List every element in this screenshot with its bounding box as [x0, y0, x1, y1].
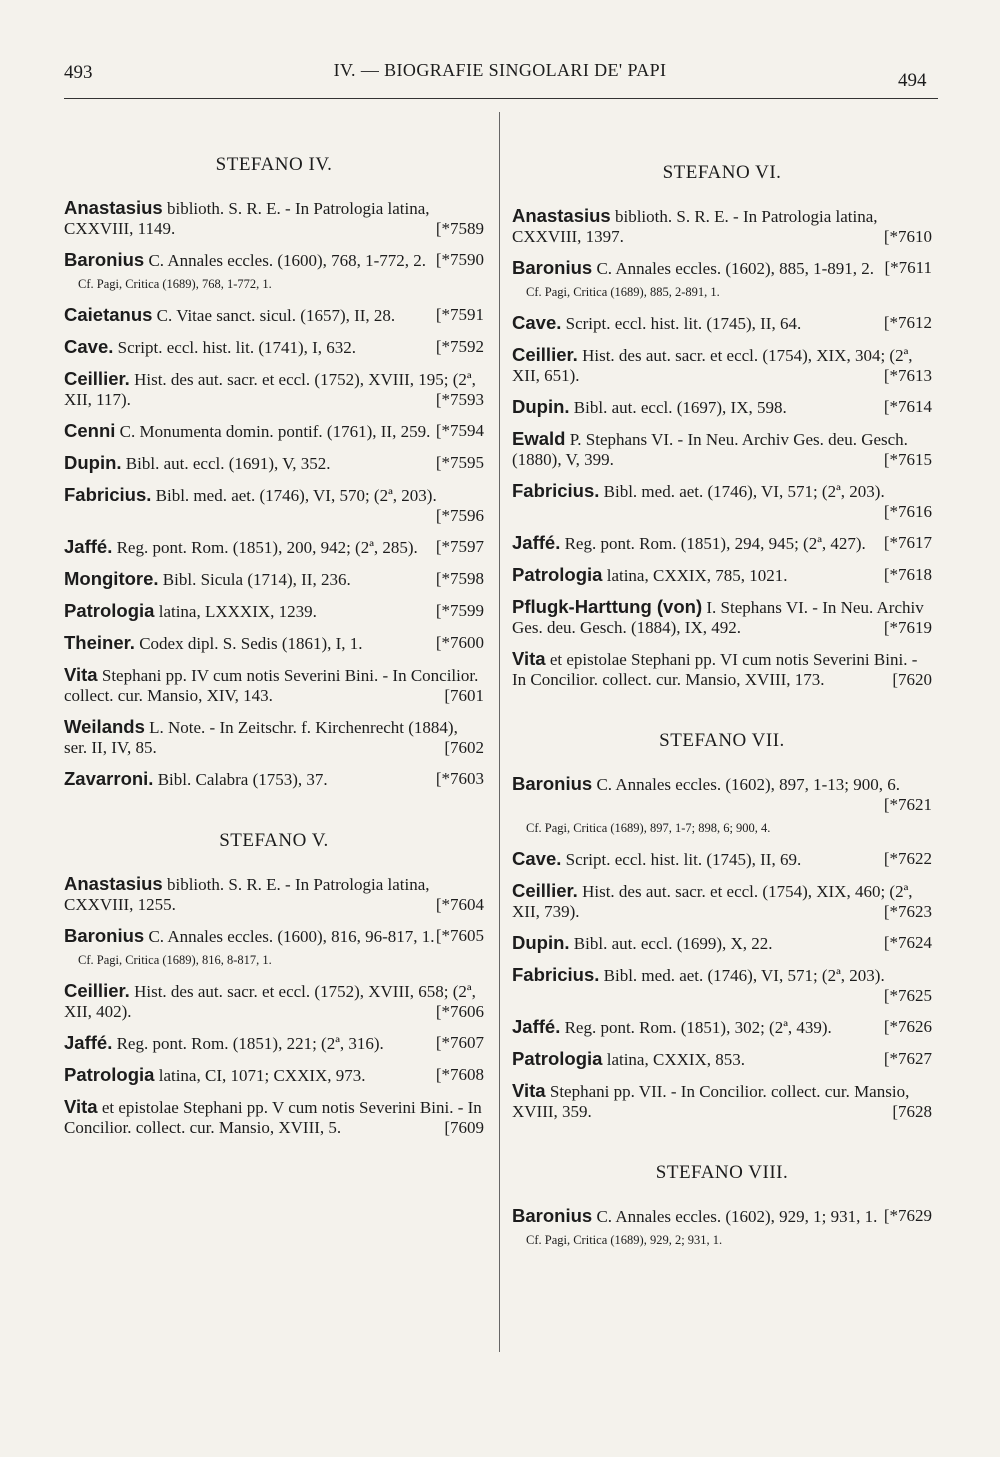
- entry-number: [*7622: [883, 849, 932, 868]
- entry-author: Dupin.: [512, 396, 570, 417]
- bibliography-entry: [64, 665, 484, 706]
- entry-author: Cave.: [512, 848, 562, 869]
- entry-text: et epistolae Stephani pp. V cum notis Severini Bini. - In Concilior. collect. cur. Mansio, XVIII, 5.: [64, 1098, 482, 1137]
- entry-text: biblioth. S. R. E. - In Patrologia latina, CXXVIII, 1255.: [64, 875, 430, 914]
- entry-text: Reg. pont. Rom. (1851), 200, 942; (2ª, 285).: [116, 538, 418, 557]
- entry-number: [7601: [444, 686, 484, 705]
- entry-text: Bibl. Sicula (1714), II, 236.: [162, 570, 351, 589]
- entry-author: Baronius: [512, 1205, 593, 1226]
- bibliography-entry: [512, 1081, 932, 1122]
- page-header: [0, 0, 1000, 100]
- entry-author: Weilands: [64, 716, 145, 737]
- entry-author: Cave.: [64, 336, 114, 357]
- right-column: [512, 112, 932, 1261]
- entry-number: [*7627: [883, 1049, 932, 1068]
- column-divider: [499, 112, 500, 1352]
- bibliography-entry: [512, 429, 932, 470]
- entry-text: C. Annales eccles. (1602), 885, 1-891, 2.: [596, 259, 875, 278]
- entry-text: biblioth. S. R. E. - In Patrologia latina, CXXVIII, 1149.: [64, 199, 430, 238]
- bibliography-entry: [64, 1097, 484, 1138]
- bibliography-entry: [512, 1017, 932, 1038]
- entry-author: Jaffé.: [64, 1032, 113, 1053]
- entry-note: Cf. Pagi, Critica (1689), 816, 8-817, 1.: [78, 953, 272, 967]
- entry-number: [*7598: [435, 569, 484, 588]
- entry-number: [*7595: [435, 453, 484, 472]
- page-number-left: 493: [64, 62, 93, 83]
- entry-author: Vita: [64, 664, 98, 685]
- bibliography-entry: [64, 305, 484, 326]
- entry-number: [*7594: [435, 421, 484, 440]
- section-title: STEFANO VII.: [659, 730, 785, 751]
- entry-note: Cf. Pagi, Critica (1689), 897, 1-7; 898, 6; 900, 4.: [526, 821, 771, 835]
- entry-number: [*7629: [883, 1206, 932, 1225]
- entry-text: I. Stephans VI. - In Neu. Archiv Ges. deu. Gesch. (1884), IX, 492.: [512, 598, 924, 637]
- entry-author: Jaffé.: [512, 1016, 561, 1037]
- entry-text: Script. eccl. hist. lit. (1741), I, 632.: [117, 338, 357, 357]
- bibliography-entry: [64, 369, 484, 410]
- entry-text: Hist. des aut. sacr. et eccl. (1752), XVIII, 658; (2ª, XII, 402).: [64, 982, 476, 1021]
- entry-number: [*7596: [435, 506, 484, 525]
- bibliography-entry: [512, 565, 932, 586]
- entry-author: Patrologia: [64, 600, 155, 621]
- entry-number: [*7624: [883, 933, 932, 952]
- entry-text: Hist. des aut. sacr. et eccl. (1752), XVIII, 195; (2ª, XII, 117).: [64, 370, 476, 409]
- entry-text: Script. eccl. hist. lit. (1745), II, 69.: [565, 850, 802, 869]
- entry-note: Cf. Pagi, Critica (1689), 929, 2; 931, 1.: [526, 1233, 723, 1247]
- entry-number: [*7611: [884, 258, 932, 277]
- bibliography-entry: [512, 258, 932, 302]
- header-rule: [64, 98, 938, 99]
- entry-author: Fabricius.: [64, 484, 152, 505]
- entry-author: Baronius: [64, 925, 145, 946]
- entry-text: biblioth. S. R. E. - In Patrologia latina, CXXVIII, 1397.: [512, 207, 878, 246]
- entry-author: Baronius: [512, 257, 593, 278]
- entry-number: [*7606: [435, 1002, 484, 1021]
- entry-text: Reg. pont. Rom. (1851), 221; (2ª, 316).: [116, 1034, 384, 1053]
- entry-author: Dupin.: [64, 452, 122, 473]
- bibliography-entry: [64, 1033, 484, 1054]
- entry-author: Baronius: [64, 249, 145, 270]
- entry-number: [*7590: [435, 250, 484, 269]
- entry-author: Ceillier.: [512, 880, 578, 901]
- entry-author: Cave.: [512, 312, 562, 333]
- entry-number: [*7600: [435, 633, 484, 652]
- entry-author: Caietanus: [64, 304, 153, 325]
- left-column: [64, 112, 484, 1149]
- entry-number: [*7618: [883, 565, 932, 584]
- entry-number: [*7592: [435, 337, 484, 356]
- bibliography-entry: [64, 250, 484, 294]
- entry-author: Fabricius.: [512, 964, 600, 985]
- bibliography-entry: [64, 926, 484, 970]
- entry-number: [7602: [444, 738, 484, 757]
- entry-number: [*7599: [435, 601, 484, 620]
- bibliography-entry: [64, 981, 484, 1022]
- entry-text: Bibl. med. aet. (1746), VI, 571; (2ª, 203).: [603, 966, 885, 985]
- entry-number: [*7626: [883, 1017, 932, 1036]
- entry-text: Script. eccl. hist. lit. (1745), II, 64.: [565, 314, 802, 333]
- entry-number: [*7616: [883, 502, 932, 521]
- entry-number: [*7614: [883, 397, 932, 416]
- entry-author: Jaffé.: [64, 536, 113, 557]
- bibliography-entry: [64, 601, 484, 622]
- bibliography-entry: [64, 453, 484, 474]
- entry-number: [*7623: [883, 902, 932, 921]
- entry-text: latina, LXXXIX, 1239.: [158, 602, 317, 621]
- entry-text: L. Note. - In Zeitschr. f. Kirchenrecht (1884), ser. II, IV, 85.: [64, 718, 458, 757]
- entry-author: Ewald: [512, 428, 566, 449]
- bibliography-entry: [512, 206, 932, 247]
- bibliography-entry: [512, 533, 932, 554]
- entry-number: [*7615: [883, 450, 932, 469]
- entry-text: Bibl. aut. eccl. (1691), V, 352.: [125, 454, 331, 473]
- entry-text: Bibl. med. aet. (1746), VI, 570; (2ª, 203).: [155, 486, 437, 505]
- entry-text: Codex dipl. S. Sedis (1861), I, 1.: [139, 634, 363, 653]
- bibliography-entry: [512, 774, 932, 838]
- bibliography-entry: [64, 337, 484, 358]
- entry-text: et epistolae Stephani pp. VI cum notis Severini Bini. - In Concilior. collect. cur. Mansio, XVIII, 173.: [512, 650, 918, 689]
- bibliography-entry: [64, 717, 484, 758]
- entry-text: latina, CXXIX, 785, 1021.: [606, 566, 788, 585]
- section-title: STEFANO VI.: [662, 162, 782, 183]
- entry-number: [*7612: [883, 313, 932, 332]
- entry-number: [*7625: [883, 986, 932, 1005]
- entry-author: Zavarroni.: [64, 768, 154, 789]
- entry-number: [*7607: [435, 1033, 484, 1052]
- entry-text: latina, CI, 1071; CXXIX, 973.: [158, 1066, 366, 1085]
- bibliography-entry: [64, 633, 484, 654]
- bibliography-entry: [64, 1065, 484, 1086]
- entry-author: Pflugk-Harttung (von): [512, 596, 703, 617]
- entry-author: Patrologia: [64, 1064, 155, 1085]
- entry-author: Dupin.: [512, 932, 570, 953]
- entry-text: C. Annales eccles. (1600), 768, 1-772, 2.: [148, 251, 427, 270]
- entry-text: Bibl. med. aet. (1746), VI, 571; (2ª, 203).: [603, 482, 885, 501]
- bibliography-entry: [64, 537, 484, 558]
- running-title: IV. — BIOGRAFIE SINGOLARI DE' PAPI: [333, 60, 667, 80]
- entry-number: [*7604: [435, 895, 484, 914]
- entry-number: [*7603: [435, 769, 484, 788]
- page-number-right: 494: [898, 70, 927, 91]
- entry-text: Stephani pp. IV cum notis Severini Bini. - In Concilior. collect. cur. Mansio, XIV, 143.: [64, 666, 479, 705]
- entry-number: [*7613: [883, 366, 932, 385]
- entry-text: Reg. pont. Rom. (1851), 302; (2ª, 439).: [564, 1018, 832, 1037]
- entry-note: Cf. Pagi, Critica (1689), 885, 2-891, 1.: [526, 285, 720, 299]
- entry-author: Vita: [512, 1080, 546, 1101]
- entry-number: [7609: [444, 1118, 484, 1137]
- bibliography-entry: [512, 881, 932, 922]
- entry-text: Reg. pont. Rom. (1851), 294, 945; (2ª, 427).: [564, 534, 866, 553]
- entry-text: Hist. des aut. sacr. et eccl. (1754), XIX, 460; (2ª, XII, 739).: [512, 882, 913, 921]
- entry-author: Anastasius: [512, 205, 611, 226]
- entry-author: Mongitore.: [64, 568, 159, 589]
- entry-text: C. Annales eccles. (1600), 816, 96-817, 1.: [148, 927, 435, 946]
- entry-author: Ceillier.: [64, 980, 130, 1001]
- bibliography-entry: [512, 933, 932, 954]
- entry-text: C. Monumenta domin. pontif. (1761), II, 259.: [119, 422, 431, 441]
- bibliography-entry: [64, 874, 484, 915]
- entry-author: Patrologia: [512, 564, 603, 585]
- entry-number: [7628: [892, 1102, 932, 1121]
- entry-text: C. Vitae sanct. sicul. (1657), II, 28.: [156, 306, 396, 325]
- entry-number: [*7608: [435, 1065, 484, 1084]
- entry-number: [7620: [892, 670, 932, 689]
- bibliography-entry: [512, 849, 932, 870]
- entry-number: [*7593: [435, 390, 484, 409]
- entry-text: P. Stephans VI. - In Neu. Archiv Ges. deu. Gesch. (1880), V, 399.: [512, 430, 908, 469]
- bibliography-entry: [64, 198, 484, 239]
- entry-text: latina, CXXIX, 853.: [606, 1050, 746, 1069]
- bibliography-entry: [64, 769, 484, 790]
- entry-author: Vita: [512, 648, 546, 669]
- entry-author: Fabricius.: [512, 480, 600, 501]
- bibliography-entry: [512, 345, 932, 386]
- entry-author: Anastasius: [64, 197, 163, 218]
- section-title: STEFANO IV.: [215, 154, 333, 175]
- section-title: STEFANO VIII.: [655, 1162, 789, 1183]
- entry-author: Ceillier.: [512, 344, 578, 365]
- entry-text: Bibl. Calabra (1753), 37.: [157, 770, 328, 789]
- bibliography-entry: [64, 569, 484, 590]
- entry-note: Cf. Pagi, Critica (1689), 768, 1-772, 1.: [78, 277, 272, 291]
- entry-text: C. Annales eccles. (1602), 897, 1-13; 900, 6.: [596, 775, 901, 794]
- entry-number: [*7619: [883, 618, 932, 637]
- entry-number: [*7597: [435, 537, 484, 556]
- bibliography-entry: [512, 649, 932, 690]
- bibliography-entry: [512, 1206, 932, 1250]
- entry-author: Cenni: [64, 420, 116, 441]
- entry-author: Vita: [64, 1096, 98, 1117]
- entry-author: Anastasius: [64, 873, 163, 894]
- section-title: STEFANO V.: [219, 830, 329, 851]
- entry-author: Theiner.: [64, 632, 135, 653]
- entry-number: [*7610: [883, 227, 932, 246]
- entry-text: C. Annales eccles. (1602), 929, 1; 931, 1.: [596, 1207, 878, 1226]
- entry-number: [*7617: [883, 533, 932, 552]
- entry-text: Hist. des aut. sacr. et eccl. (1754), XIX, 304; (2ª, XII, 651).: [512, 346, 913, 385]
- entry-text: Bibl. aut. eccl. (1697), IX, 598.: [573, 398, 787, 417]
- entry-number: [*7605: [435, 926, 484, 945]
- entry-author: Baronius: [512, 773, 593, 794]
- bibliography-entry: [512, 481, 932, 522]
- entry-number: [*7621: [883, 795, 932, 814]
- entry-author: Ceillier.: [64, 368, 130, 389]
- bibliography-entry: [64, 421, 484, 442]
- bibliography-entry: [512, 397, 932, 418]
- entry-number: [*7591: [435, 305, 484, 324]
- entry-text: Stephani pp. VII. - In Concilior. collect. cur. Mansio, XVIII, 359.: [512, 1082, 910, 1121]
- bibliography-entry: [512, 313, 932, 334]
- entry-number: [*7589: [435, 219, 484, 238]
- bibliography-entry: [64, 485, 484, 526]
- bibliography-entry: [512, 965, 932, 1006]
- entry-text: Bibl. aut. eccl. (1699), X, 22.: [573, 934, 773, 953]
- entry-author: Patrologia: [512, 1048, 603, 1069]
- bibliography-entry: [512, 597, 932, 638]
- bibliography-entry: [512, 1049, 932, 1070]
- entry-author: Jaffé.: [512, 532, 561, 553]
